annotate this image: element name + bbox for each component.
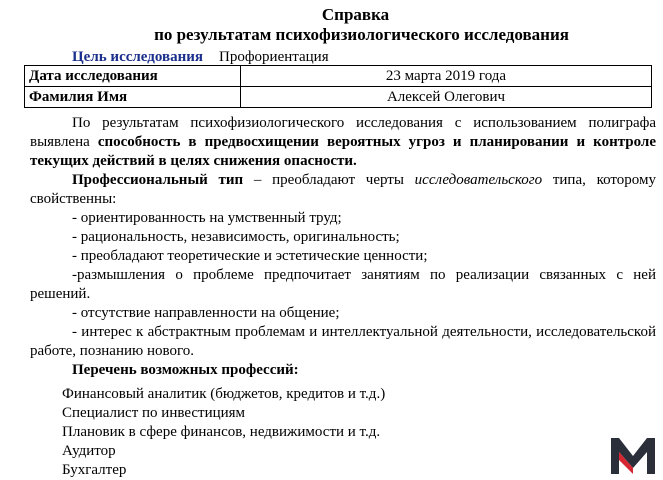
research-goal-value: Профориентация bbox=[218, 49, 329, 65]
trait-item: -размышления о проблеме предпочитает занятиям по реализации связанных с ней решений. bbox=[30, 267, 656, 302]
info-table bbox=[24, 65, 652, 108]
professions-heading: Перечень возможных профессий: bbox=[72, 362, 299, 378]
trait-item: - отсутствие направленности на общение; bbox=[72, 305, 340, 321]
type-tail: типа, которому свойственны: bbox=[30, 172, 656, 207]
trait-item: - преобладают теоретические и эстетические ценности; bbox=[72, 248, 428, 264]
trait-item: - ориентированность на умственный труд; bbox=[72, 210, 342, 226]
summary-intro: По результатам психофизиологического исследования с использованием полиграфа выявлена bbox=[30, 115, 656, 150]
name-value: Алексей Олегович bbox=[241, 87, 652, 108]
report-body bbox=[30, 114, 656, 380]
type-paragraph bbox=[30, 171, 656, 209]
profession-item: Специалист по инвестициям bbox=[62, 405, 246, 421]
profession-item: Финансовый аналитик (бюджетов, кредитов и т.д.) bbox=[62, 386, 386, 402]
summary-paragraph bbox=[30, 114, 656, 171]
table-row bbox=[25, 87, 652, 108]
table-row bbox=[25, 66, 652, 87]
trait-item: - интерес к абстрактным проблемам и интеллектуальной деятельности, исследовательской работе, познанию нового. bbox=[30, 324, 656, 359]
profession-item: Бухгалтер bbox=[62, 462, 127, 478]
summary-highlight: способность в предвосхищении вероятных угроз и планировании и контроле текущих действий в целях снижения опасности. bbox=[30, 134, 657, 169]
profession-item: Аудитор bbox=[62, 443, 116, 459]
type-word: исследовательского bbox=[414, 172, 543, 188]
type-label: Профессиональный тип bbox=[72, 172, 244, 188]
research-goal-label: Цель исследования bbox=[72, 49, 203, 65]
date-value: 23 марта 2019 года bbox=[241, 66, 652, 87]
document-title: Справка bbox=[321, 5, 390, 24]
date-label: Дата исследования bbox=[25, 66, 241, 87]
type-dash: – преобладают черты bbox=[243, 172, 415, 188]
brand-logo-icon bbox=[609, 434, 657, 474]
professions-list bbox=[62, 385, 385, 480]
name-label: Фамилия Имя bbox=[25, 87, 241, 108]
trait-item: - рациональность, независимость, оригинальность; bbox=[72, 229, 400, 245]
profession-item: Плановик в сфере финансов, недвижимости и т.д. bbox=[62, 424, 381, 440]
document-subtitle: по результатам психофизиологического исследования bbox=[154, 25, 569, 44]
